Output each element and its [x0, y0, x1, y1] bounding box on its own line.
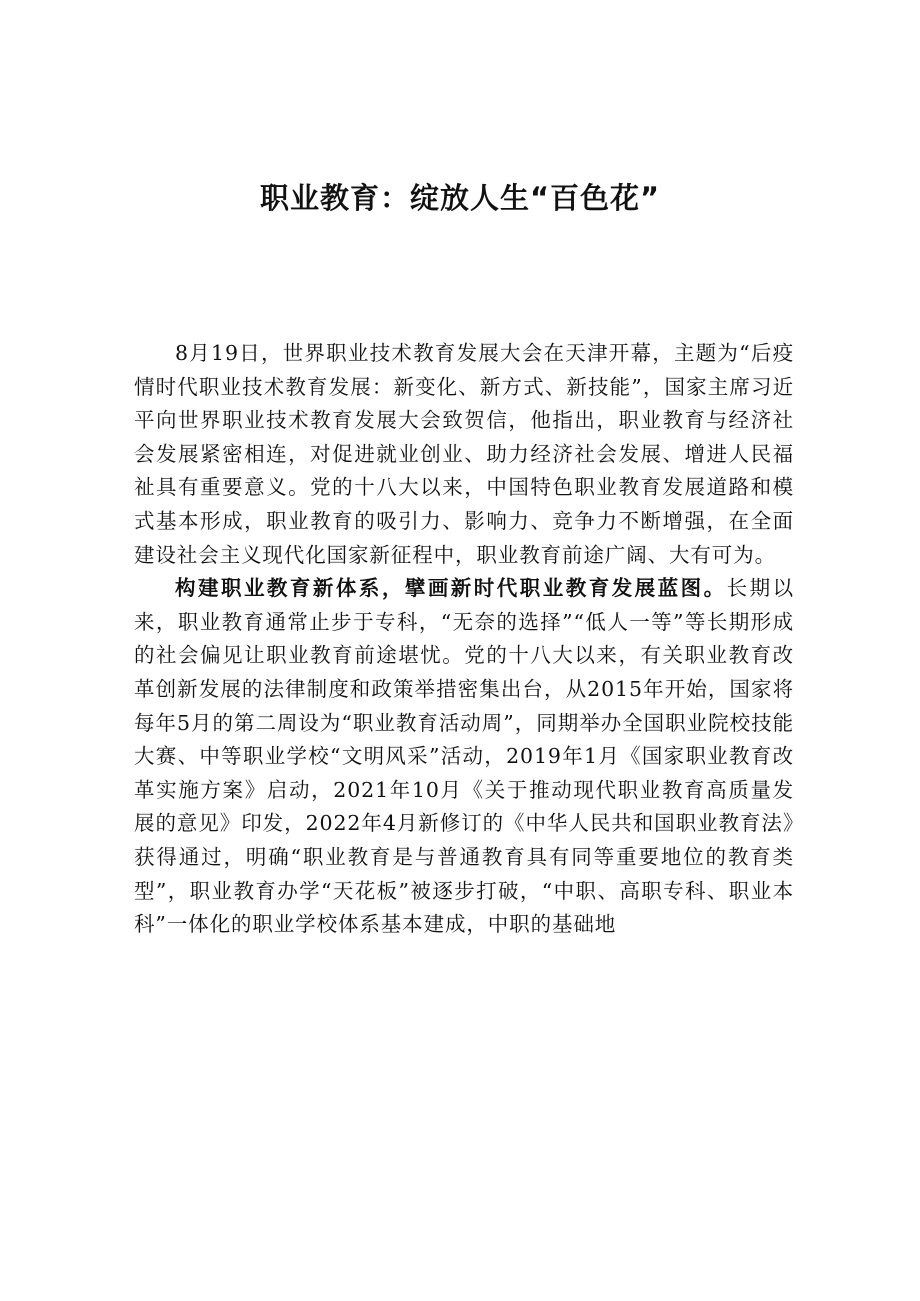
paragraph-1 [134, 337, 794, 572]
document-title: 职业教育：绽放人生“百色花” [259, 181, 661, 215]
paragraph-2 [134, 572, 794, 942]
paragraph-2-text: 长期以来，职业教育通常止步于专科，“无奈的选择”“低人一等”等长期形成的社会偏见让职业教育前途堪忧。党的十八大以来，有关职业教育改革创新发展的法律制度和政策举措密集出台，从2015年开始，国家将每年5月的第二周设为“职业教育活动周”，同期举办全国职业院校技能大赛、中等职业学校“文明风采”活动，2019年1月《国家职业教育改革实施方案》启动，2021年10月《关于推动现代职业教育高质量发展的意见》印发，2022年4月新修订的《中华人民共和国职业教育法》获得通过，明确“职业教育是与普通教育具有同等重要地位的教育类型”，职业教育办学“天花板”被逐步打破，“中职、高职专科、职业本科”一体化的职业学校体系基本建成，中职的基础地 [134, 576, 794, 937]
paragraph-1-text: 8月19日，世界职业技术教育发展大会在天津开幕，主题为“后疫情时代职业技术教育发展：新变化、新方式、新技能”，国家主席习近平向世界职业技术教育发展大会致贺信，他指出，职业教育与经济社会发展紧密相连，对促进就业创业、助力经济社会发展、增进人民福祉具有重要意义。党的十八大以来，中国特色职业教育发展道路和模式基本形成，职业教育的吸引力、影响力、竞争力不断增强，在全面建设社会主义现代化国家新征程中，职业教育前途广阔、大有可为。 [134, 341, 794, 567]
paragraph-2-lead: 构建职业教育新体系，擘画新时代职业教育发展蓝图。 [175, 576, 727, 601]
document-body [134, 337, 794, 942]
